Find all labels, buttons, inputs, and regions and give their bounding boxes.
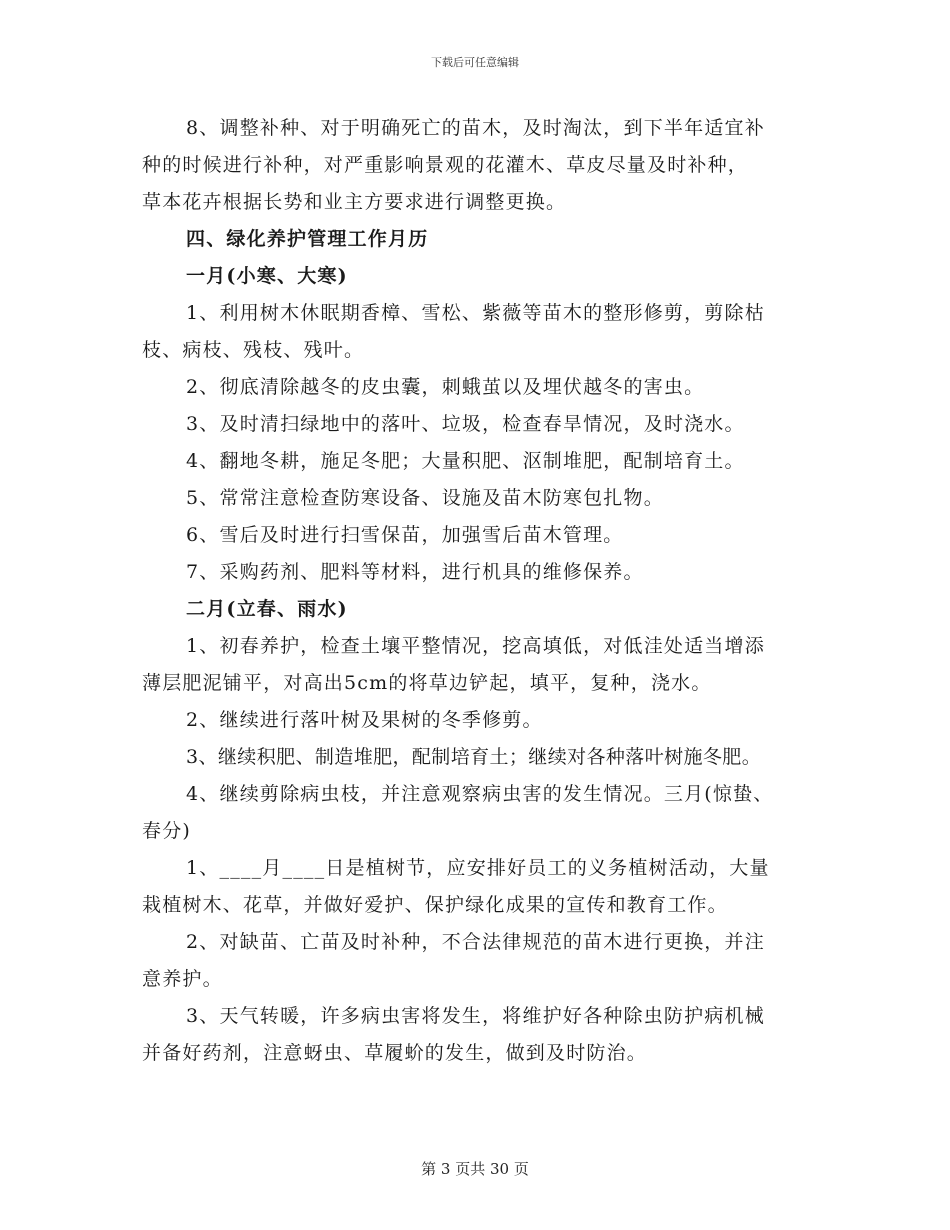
paragraph-line: 1、____月____日是植树节，应安排好员工的义务植树活动，大量	[186, 857, 770, 879]
list-item: 2、继续进行落叶树及果树的冬季修剪。	[186, 709, 543, 731]
list-item	[142, 295, 822, 369]
paragraph-line: 薄层肥泥铺平，对高出5cm的将草边铲起，填平，复种，浇水。	[142, 672, 712, 694]
paragraph-line: 2、对缺苗、亡苗及时补种，不合法律规范的苗木进行更换，并注	[186, 931, 765, 953]
month-heading-february: 二月(立春、雨水)	[186, 598, 348, 620]
list-item: 6、雪后及时进行扫雪保苗，加强雪后苗木管理。	[186, 524, 624, 546]
list-item: 3、继续积肥、制造堆肥，配制培育土；继续对各种落叶树施冬肥。	[186, 746, 762, 768]
paragraph-item-8	[142, 110, 822, 221]
paragraph-line: 4、继续剪除病虫枝，并注意观察病虫害的发生情况。三月(惊蛰、	[186, 783, 774, 805]
paragraph-line: 春分)	[142, 820, 192, 842]
list-item	[142, 924, 822, 998]
page-footer: 第 3 页共 30 页	[421, 1160, 529, 1178]
paragraph-line: 8、调整补种、对于明确死亡的苗木，及时淘汰，到下半年适宜补	[186, 117, 765, 139]
paragraph-line: 意养护。	[142, 968, 223, 990]
month-heading-january: 一月(小寒、大寒)	[186, 265, 348, 287]
list-item: 3、及时清扫绿地中的落叶、垃圾，检查春旱情况，及时浇水。	[186, 413, 745, 435]
list-item	[142, 776, 822, 850]
list-item	[142, 628, 822, 702]
paragraph-line: 草本花卉根据长势和业主方要求进行调整更换。	[142, 191, 567, 213]
paragraph-line: 并备好药剂，注意蚜虫、草履蚧的发生，做到及时防治。	[142, 1042, 648, 1064]
paragraph-line: 1、初春养护，检查土壤平整情况，挖高填低，对低洼处适当增添	[186, 635, 765, 657]
list-item: 4、翻地冬耕，施足冬肥；大量积肥、沤制堆肥，配制培育土。	[186, 450, 745, 472]
list-item	[142, 998, 822, 1072]
document-body	[142, 110, 822, 1072]
paragraph-line: 栽植树木、花草，并做好爱护、保护绿化成果的宣传和教育工作。	[142, 894, 728, 916]
list-item: 5、常常注意检查防寒设备、设施及苗木防寒包扎物。	[186, 487, 664, 509]
paragraph-line: 枝、病枝、残枝、残叶。	[142, 339, 365, 361]
list-item: 7、采购药剂、肥料等材料，进行机具的维修保养。	[186, 561, 644, 583]
list-item	[142, 850, 822, 924]
paragraph-line: 种的时候进行补种，对严重影响景观的花灌木、草皮尽量及时补种，	[142, 154, 749, 176]
section-heading: 四、绿化养护管理工作月历	[186, 228, 429, 250]
paragraph-line: 3、天气转暖，许多病虫害将发生，将维护好各种除虫防护病机械	[186, 1005, 765, 1027]
list-item: 2、彻底清除越冬的皮虫囊，刺蛾茧以及埋伏越冬的害虫。	[186, 376, 705, 398]
paragraph-line: 1、利用树木休眠期香樟、雪松、紫薇等苗木的整形修剪，剪除枯	[186, 302, 765, 324]
page-header: 下载后可任意编辑	[431, 56, 519, 69]
